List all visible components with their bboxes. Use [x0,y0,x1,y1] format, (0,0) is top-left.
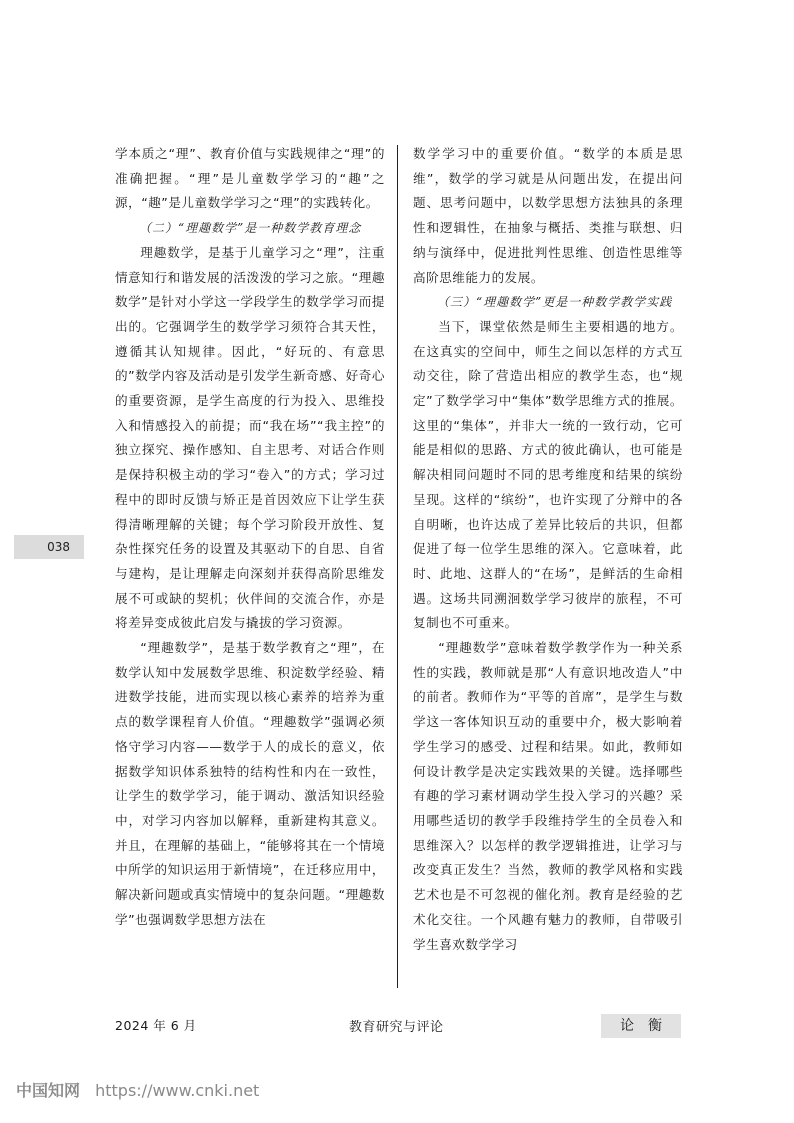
right-column-continuation: 数学学习中的重要价值。“数学的本质是思维”，数学的学习就是从问题出发，在提出问题、思考问题中，以数学思想方法独具的条理性和逻辑性，在抽象与概括、类推与联想、归纳与演绎中，促进批判性思维、创造性思维等高阶思维能力的发展。 [413,146,683,285]
right-column [413,142,683,957]
page-number-tab [14,535,84,559]
left-column-continuation: 学本质之“理”、教育价值与实践规律之“理”的准确把握。“理”是儿童数学学习的“趣”之源，“趣”是儿童数学学习之“理”的实践转化。 [115,146,385,211]
cnki-watermark [16,1078,259,1101]
paragraph: 当下，课堂依然是师生主要相遇的地方。在这真实的空间中，师生之间以怎样的方式互动交往，除了营造出相应的教学生态，也“规定”了数学学习中“集体”数学思维方式的推展。这里的“集体”，并非大一统的一致行动，它可能是相似的思路、方式的彼此确认，也可能是解决相同问题时不同的思考维度和结果的缤纷呈现。这样的“缤纷”，也许实现了分辩中的各自明晰，也许达成了差异比较后的共识，但都促进了每一位学生思维的深入。它意味着，此时、此地、这群人的“在场”，是鲜活的生命相遇。这场共同溯洄数学学习彼岸的旅程，不可复制也不可重来。 [413,318,683,631]
footer-date: 2024 年 6 月 [115,1018,197,1033]
paragraph: 理趣数学，是基于儿童学习之“理”，注重情意知行和谐发展的活泼泼的学习之旅。“理趣数学”是针对小学这一学段学生的数学学习而提出的。它强调学生的数学学习须符合其天性，遵循其认知规律。因此，“好玩的、有意思的”数学内容及活动是引发学生新奇感、好奇心的重要资源，是学生高度的行为投入、思维投入和情感投入的前提；而“我在场”“我主控”的独立探究、操作感知、自主思考、对话合作则是保持积极主动的学习“卷入”的方式；学习过程中的即时反馈与矫正是首因效应下让学生获得清晰理解的关键；每个学习阶段开放性、复杂性探究任务的设置及其驱动下的自思、自省与建构，是让理解走向深刻并获得高阶思维发展不可或缺的契机；伙伴间的交流合作，亦是将差异变成彼此启发与撬拔的学习资源。 [115,244,385,631]
paragraph: “理趣数学”，是基于数学教育之“理”，在数学认知中发展数学思维、积淀数学经验、精进数学技能，进而实现以核心素养的培养为重点的数学课程育人价值。“理趣数学”强调必须恪守学习内容——数学于人的成长的意义，依据数学知识体系独特的结构性和内在一致性，让学生的数学学习，能于调动、激活知识经验中，对学习内容加以解释，重新建构其意义。并且，在理解的基础上，“能够将其在一个情境中所学的知识运用于新情境”，在迁移应用中，解决新问题或真实情境中的复杂问题。“理趣数学”也强调数学思想方法在 [115,640,385,927]
watermark-url[interactable]: https://www.cnki.net [95,1081,260,1100]
left-column [115,142,385,933]
section-heading-3: （三）“理趣数学”更是一种数学教学实践 [437,295,673,310]
column-divider [397,145,398,988]
watermark-brand: 中国知网 [16,1081,81,1100]
paragraph: “理趣数学”意味着数学教学作为一种关系性的实践，教师就是那“人有意识地改造人”中的前者。教师作为“平等的首席”，是学生与数学这一客体知识互动的重要中介，极大影响着学生学习的感受、过程和结果。如此，教师如何设计教学是决定实践效果的关键。选择哪些有趣的学习素材调动学生投入学习的兴趣？采用哪些适切的教学手段维持学生的全员卷入和思维深入？以怎样的教学逻辑推进，让学习与改变真正发生？当然，教师的教学风格和实践艺术也是不可忽视的催化剂。教育是经验的艺术化交往。一个风趣有魅力的教师，自带吸引学生喜欢数学学习 [413,640,683,952]
section-heading-2: （二）“理趣数学”是一种数学教育理念 [139,221,362,236]
footer-journal-name: 教育研究与评论 [349,1020,444,1035]
footer-column-label: 论衡 [601,1014,681,1038]
page-number: 038 [47,540,70,554]
